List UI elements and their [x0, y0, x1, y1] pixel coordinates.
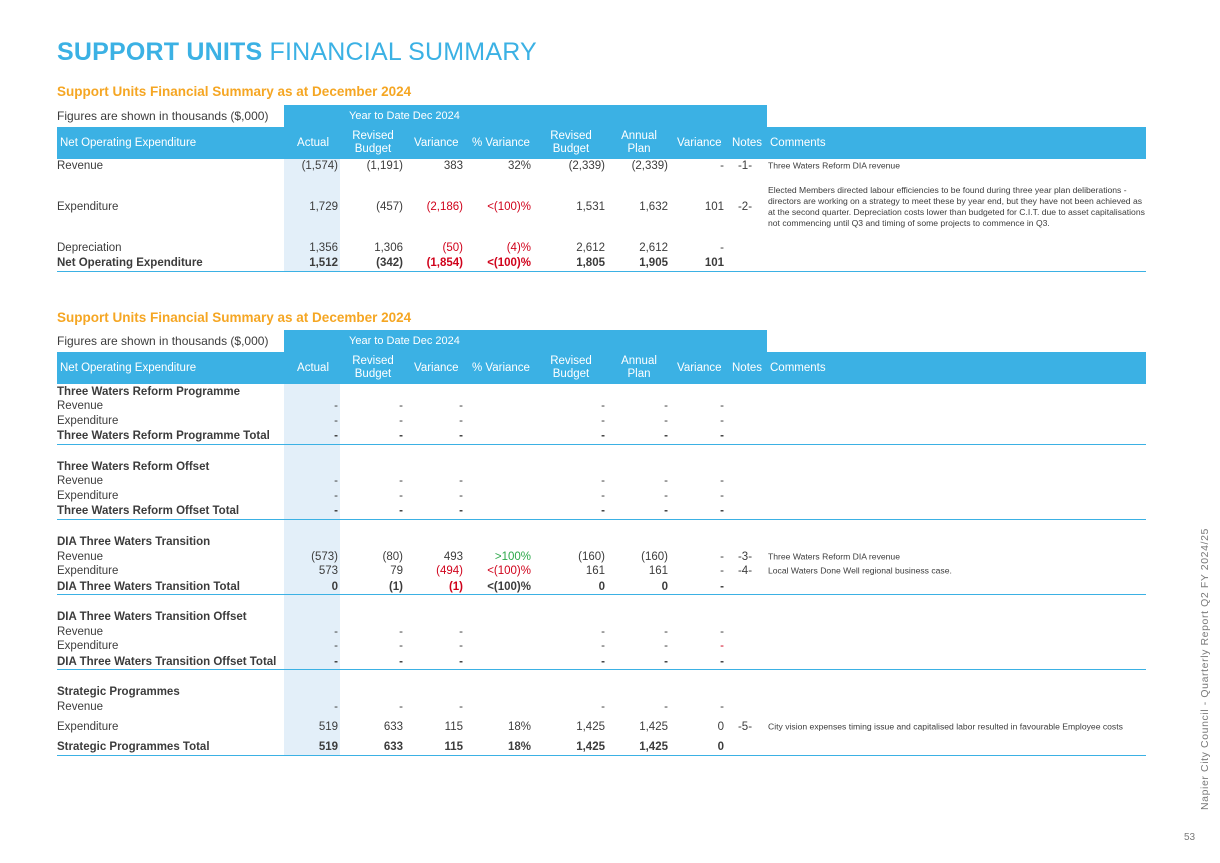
table-row	[57, 624, 1146, 639]
column-header-revised-budget: Revised Budget	[550, 355, 592, 380]
table-row	[57, 241, 1146, 256]
cell-var-ytd: -	[459, 430, 463, 443]
row-label: DIA Three Waters Transition Total	[57, 580, 240, 593]
cell-rb-ytd: -	[399, 430, 403, 443]
row-label: Three Waters Reform Programme Total	[57, 430, 270, 443]
total-row	[57, 429, 1146, 446]
cell-actual: -	[334, 625, 338, 638]
cell-var: -	[720, 400, 724, 413]
figures-note: Figures are shown in thousands ($,000)	[57, 109, 269, 123]
cell-ap: 1,425	[639, 740, 668, 753]
cell-rb: -	[601, 490, 605, 503]
table-row	[57, 159, 1146, 174]
cell-var-ytd: -	[459, 640, 463, 653]
cell-note: -4-	[737, 565, 753, 578]
cell-var-ytd: -	[459, 400, 463, 413]
cell-comment: Three Waters Reform DIA revenue	[768, 160, 900, 171]
row-spacer	[57, 445, 1146, 459]
row-label: DIA Three Waters Transition Offset Total	[57, 655, 277, 668]
cell-actual: 1,729	[309, 201, 338, 214]
cell-actual: -	[334, 640, 338, 653]
table-meta-row	[57, 105, 1146, 127]
table-row	[57, 549, 1146, 564]
total-row	[57, 256, 1146, 273]
cell-rb-ytd: -	[399, 655, 403, 668]
cell-ap: 161	[648, 565, 668, 578]
cell-pct: <(100)%	[487, 580, 531, 593]
cell-actual: -	[334, 505, 338, 518]
column-header-row	[57, 352, 1146, 384]
table-meta-row	[57, 330, 1146, 352]
cell-comment: Three Waters Reform DIA revenue	[768, 551, 900, 562]
row-spacer	[57, 670, 1146, 684]
cell-ap: -	[664, 655, 668, 668]
column-header-comments: Comments	[770, 137, 826, 149]
cell-note: -5-	[737, 720, 753, 733]
group-heading-row	[57, 684, 1146, 699]
total-row	[57, 579, 1146, 596]
cell-var-ytd: (494)	[436, 565, 463, 578]
cell-var: -	[720, 430, 724, 443]
cell-var-ytd: 115	[444, 740, 463, 753]
cell-rb-ytd: -	[399, 490, 403, 503]
row-label: Revenue	[57, 475, 104, 488]
cell-rb-ytd: -	[399, 625, 403, 638]
cell-actual: 519	[318, 720, 338, 733]
cell-var: -	[720, 490, 724, 503]
column-header-revised-budget-ytd: Revised Budget	[352, 130, 394, 155]
cell-var: 0	[717, 720, 724, 733]
cell-var-ytd: -	[459, 490, 463, 503]
cell-actual: -	[334, 700, 338, 713]
group-heading-row	[57, 459, 1146, 474]
table-body	[57, 384, 1146, 756]
cell-var-ytd: -	[459, 655, 463, 668]
cell-actual: -	[334, 475, 338, 488]
table-row	[57, 699, 1146, 714]
column-header-comments: Comments	[770, 362, 826, 374]
row-label: Net Operating Expenditure	[57, 257, 203, 270]
cell-ap: -	[664, 415, 668, 428]
cell-ap: (2,339)	[631, 160, 668, 173]
column-header-actual: Actual	[297, 362, 329, 374]
year-to-date-label: Year to Date Dec 2024	[349, 110, 460, 122]
cell-var: -	[720, 565, 724, 578]
cell-var-ytd: -	[459, 415, 463, 428]
cell-var: 101	[704, 201, 724, 214]
cell-rb: 0	[598, 580, 605, 593]
cell-actual: -	[334, 430, 338, 443]
table-row	[57, 639, 1146, 654]
cell-actual: (573)	[311, 550, 338, 563]
table-row	[57, 474, 1146, 489]
cell-rb: (160)	[578, 550, 605, 563]
cell-rb-ytd: (1,191)	[366, 160, 403, 173]
cell-rb-ytd: (80)	[382, 550, 403, 563]
row-label: Expenditure	[57, 640, 119, 653]
page-number: 53	[1184, 832, 1196, 843]
group-heading-row	[57, 609, 1146, 624]
table-row	[57, 174, 1146, 241]
column-header-notes: Notes	[732, 362, 763, 374]
cell-rb: -	[601, 400, 605, 413]
column-header-variance: Variance	[677, 137, 722, 149]
cell-var-ytd: (50)	[442, 242, 463, 255]
cell-var: -	[720, 160, 724, 173]
cell-rb: 161	[585, 565, 605, 578]
cell-var-ytd: -	[459, 700, 463, 713]
table-row	[57, 489, 1146, 504]
cell-ap: -	[664, 490, 668, 503]
cell-var-ytd: 115	[444, 720, 463, 733]
cell-rb: -	[601, 655, 605, 668]
row-label: Expenditure	[57, 565, 119, 578]
row-label: Revenue	[57, 700, 104, 713]
figures-note: Figures are shown in thousands ($,000)	[57, 334, 269, 348]
cell-var-ytd: (1)	[448, 580, 463, 593]
cell-pct: >100%	[494, 550, 531, 563]
row-label: Revenue	[57, 550, 104, 563]
cell-note: -3-	[737, 550, 753, 563]
cell-pct: <(100)%	[487, 565, 531, 578]
cell-ap: 1,905	[639, 257, 668, 270]
page-title: SUPPORT UNITS FINANCIAL SUMMARY	[57, 38, 537, 66]
cell-pct: 32%	[507, 160, 531, 173]
cell-var: -	[720, 550, 724, 563]
table-row	[57, 564, 1146, 579]
cell-rb-ytd: 1,306	[374, 242, 403, 255]
column-header-variance-ytd: Variance	[414, 362, 459, 374]
cell-rb: -	[601, 430, 605, 443]
cell-var: -	[720, 505, 724, 518]
cell-actual: 0	[331, 580, 338, 593]
financial-summary-table-2	[57, 309, 1146, 756]
cell-pct: 18%	[507, 720, 531, 733]
cell-rb: (2,339)	[568, 160, 605, 173]
total-row	[57, 739, 1146, 756]
cell-actual: 1,356	[309, 242, 338, 255]
cell-var-ytd: -	[459, 475, 463, 488]
row-spacer	[57, 595, 1146, 609]
cell-var: -	[720, 655, 724, 668]
cell-ap: -	[664, 700, 668, 713]
cell-rb: -	[601, 415, 605, 428]
section-title: Support Units Financial Summary as at December 2024	[57, 84, 412, 99]
column-header-annual-plan: Annual Plan	[621, 130, 657, 155]
total-row	[57, 504, 1146, 521]
cell-ap: -	[664, 505, 668, 518]
cell-var-ytd: -	[459, 625, 463, 638]
cell-comment: Local Waters Done Well regional business case.	[768, 565, 952, 576]
cell-rb: -	[601, 505, 605, 518]
cell-actual: -	[334, 415, 338, 428]
column-header-revised-budget-ytd: Revised Budget	[352, 355, 394, 380]
cell-rb-ytd: (342)	[376, 257, 403, 270]
cell-rb-ytd: -	[399, 505, 403, 518]
row-label: Revenue	[57, 625, 104, 638]
column-header-row	[57, 127, 1146, 159]
cell-var: -	[720, 700, 724, 713]
cell-rb: 1,425	[576, 740, 605, 753]
group-heading-row	[57, 384, 1146, 399]
cell-var: -	[720, 640, 724, 653]
cell-var: 101	[704, 257, 724, 270]
section-title: Support Units Financial Summary as at December 2024	[57, 310, 412, 325]
column-header-annual-plan: Annual Plan	[621, 355, 657, 380]
table-row	[57, 414, 1146, 429]
cell-rb: 1,425	[576, 720, 605, 733]
cell-rb-ytd: (457)	[376, 201, 403, 214]
cell-rb: -	[601, 640, 605, 653]
cell-pct: 18%	[507, 740, 531, 753]
cell-ap: 2,612	[639, 242, 668, 255]
cell-rb-ytd: -	[399, 400, 403, 413]
cell-var-ytd: -	[459, 505, 463, 518]
cell-rb: -	[601, 700, 605, 713]
table-body	[57, 159, 1146, 272]
cell-ap: (160)	[641, 550, 668, 563]
cell-var-ytd: (2,186)	[426, 201, 463, 214]
cell-rb: -	[601, 625, 605, 638]
cell-pct: <(100)%	[487, 201, 531, 214]
cell-rb-ytd: (1)	[388, 580, 403, 593]
cell-rb: -	[601, 475, 605, 488]
cell-ap: -	[664, 430, 668, 443]
cell-actual: -	[334, 490, 338, 503]
cell-actual: 1,512	[309, 257, 338, 270]
row-label: Strategic Programmes	[57, 685, 180, 698]
column-header-variance-ytd: Variance	[414, 137, 459, 149]
row-label: Three Waters Reform Offset	[57, 460, 210, 473]
row-label: Expenditure	[57, 415, 119, 428]
cell-rb-ytd: 633	[383, 740, 403, 753]
cell-comment: City vision expenses timing issue and capitalised labor resulted in favourable Employee costs	[768, 721, 1123, 732]
financial-summary-table-1	[57, 83, 1146, 272]
row-label: Three Waters Reform Offset Total	[57, 505, 240, 518]
row-label: Expenditure	[57, 720, 119, 733]
total-row	[57, 654, 1146, 671]
cell-rb: 1,805	[576, 257, 605, 270]
column-header-notes: Notes	[732, 137, 763, 149]
cell-var-ytd: (1,854)	[426, 257, 463, 270]
cell-rb-ytd: 79	[390, 565, 403, 578]
cell-actual: -	[334, 655, 338, 668]
cell-var: 0	[717, 740, 724, 753]
row-label: Strategic Programmes Total	[57, 740, 210, 753]
cell-ap: 1,425	[639, 720, 668, 733]
row-label: Revenue	[57, 160, 104, 173]
cell-ap: -	[664, 625, 668, 638]
cell-var: -	[720, 242, 724, 255]
cell-actual: 519	[318, 740, 338, 753]
cell-comment: Elected Members directed labour efficiencies to be found during three year plan deliberations - directors are working on a strategy to meet these by year end, but they have not been achieved as at the second quarter. Depreciation costs lower than budgeted for C.I.T. due to asset capitalisations not commencing until Q3 and timing of some projects to commence in Q3.	[768, 185, 1145, 229]
cell-ap: -	[664, 400, 668, 413]
column-header-actual: Actual	[297, 137, 329, 149]
cell-var-ytd: 383	[443, 160, 463, 173]
year-to-date-label: Year to Date Dec 2024	[349, 335, 460, 347]
cell-rb: 1,531	[576, 201, 605, 214]
cell-rb-ytd: -	[399, 700, 403, 713]
column-header-label: Net Operating Expenditure	[60, 362, 197, 374]
column-header-revised-budget: Revised Budget	[550, 130, 592, 155]
row-label: Expenditure	[57, 201, 119, 214]
column-header-variance: Variance	[677, 362, 722, 374]
column-header-label: Net Operating Expenditure	[60, 137, 197, 149]
row-label: Revenue	[57, 400, 104, 413]
document-footer-side-text: Napier City Council - Quarterly Report Q2 FY 2024/25	[1199, 528, 1211, 810]
cell-ap: 1,632	[639, 201, 668, 214]
cell-pct: (4)%	[506, 242, 531, 255]
cell-actual: 573	[318, 565, 338, 578]
cell-note: -2-	[737, 201, 753, 214]
row-label: Expenditure	[57, 490, 119, 503]
cell-note: -1-	[737, 160, 753, 173]
row-label: DIA Three Waters Transition	[57, 535, 211, 548]
cell-rb-ytd: -	[399, 475, 403, 488]
column-header-pct-variance: % Variance	[472, 137, 530, 149]
table-row	[57, 399, 1146, 414]
cell-pct: <(100)%	[487, 257, 531, 270]
table-row	[57, 714, 1146, 739]
row-label: DIA Three Waters Transition Offset	[57, 610, 247, 623]
row-label: Depreciation	[57, 242, 122, 255]
cell-rb: 2,612	[576, 242, 605, 255]
cell-var: -	[720, 580, 724, 593]
cell-actual: -	[334, 400, 338, 413]
cell-ap: -	[664, 640, 668, 653]
cell-ap: -	[664, 475, 668, 488]
group-heading-row	[57, 534, 1146, 549]
row-label: Three Waters Reform Programme	[57, 385, 240, 398]
column-header-pct-variance: % Variance	[472, 362, 530, 374]
row-spacer	[57, 520, 1146, 534]
cell-rb-ytd: -	[399, 640, 403, 653]
cell-ap: 0	[661, 580, 668, 593]
cell-rb-ytd: 633	[383, 720, 403, 733]
cell-var: -	[720, 415, 724, 428]
cell-var: -	[720, 625, 724, 638]
cell-rb-ytd: -	[399, 415, 403, 428]
cell-var: -	[720, 475, 724, 488]
cell-var-ytd: 493	[443, 550, 463, 563]
cell-actual: (1,574)	[301, 160, 338, 173]
